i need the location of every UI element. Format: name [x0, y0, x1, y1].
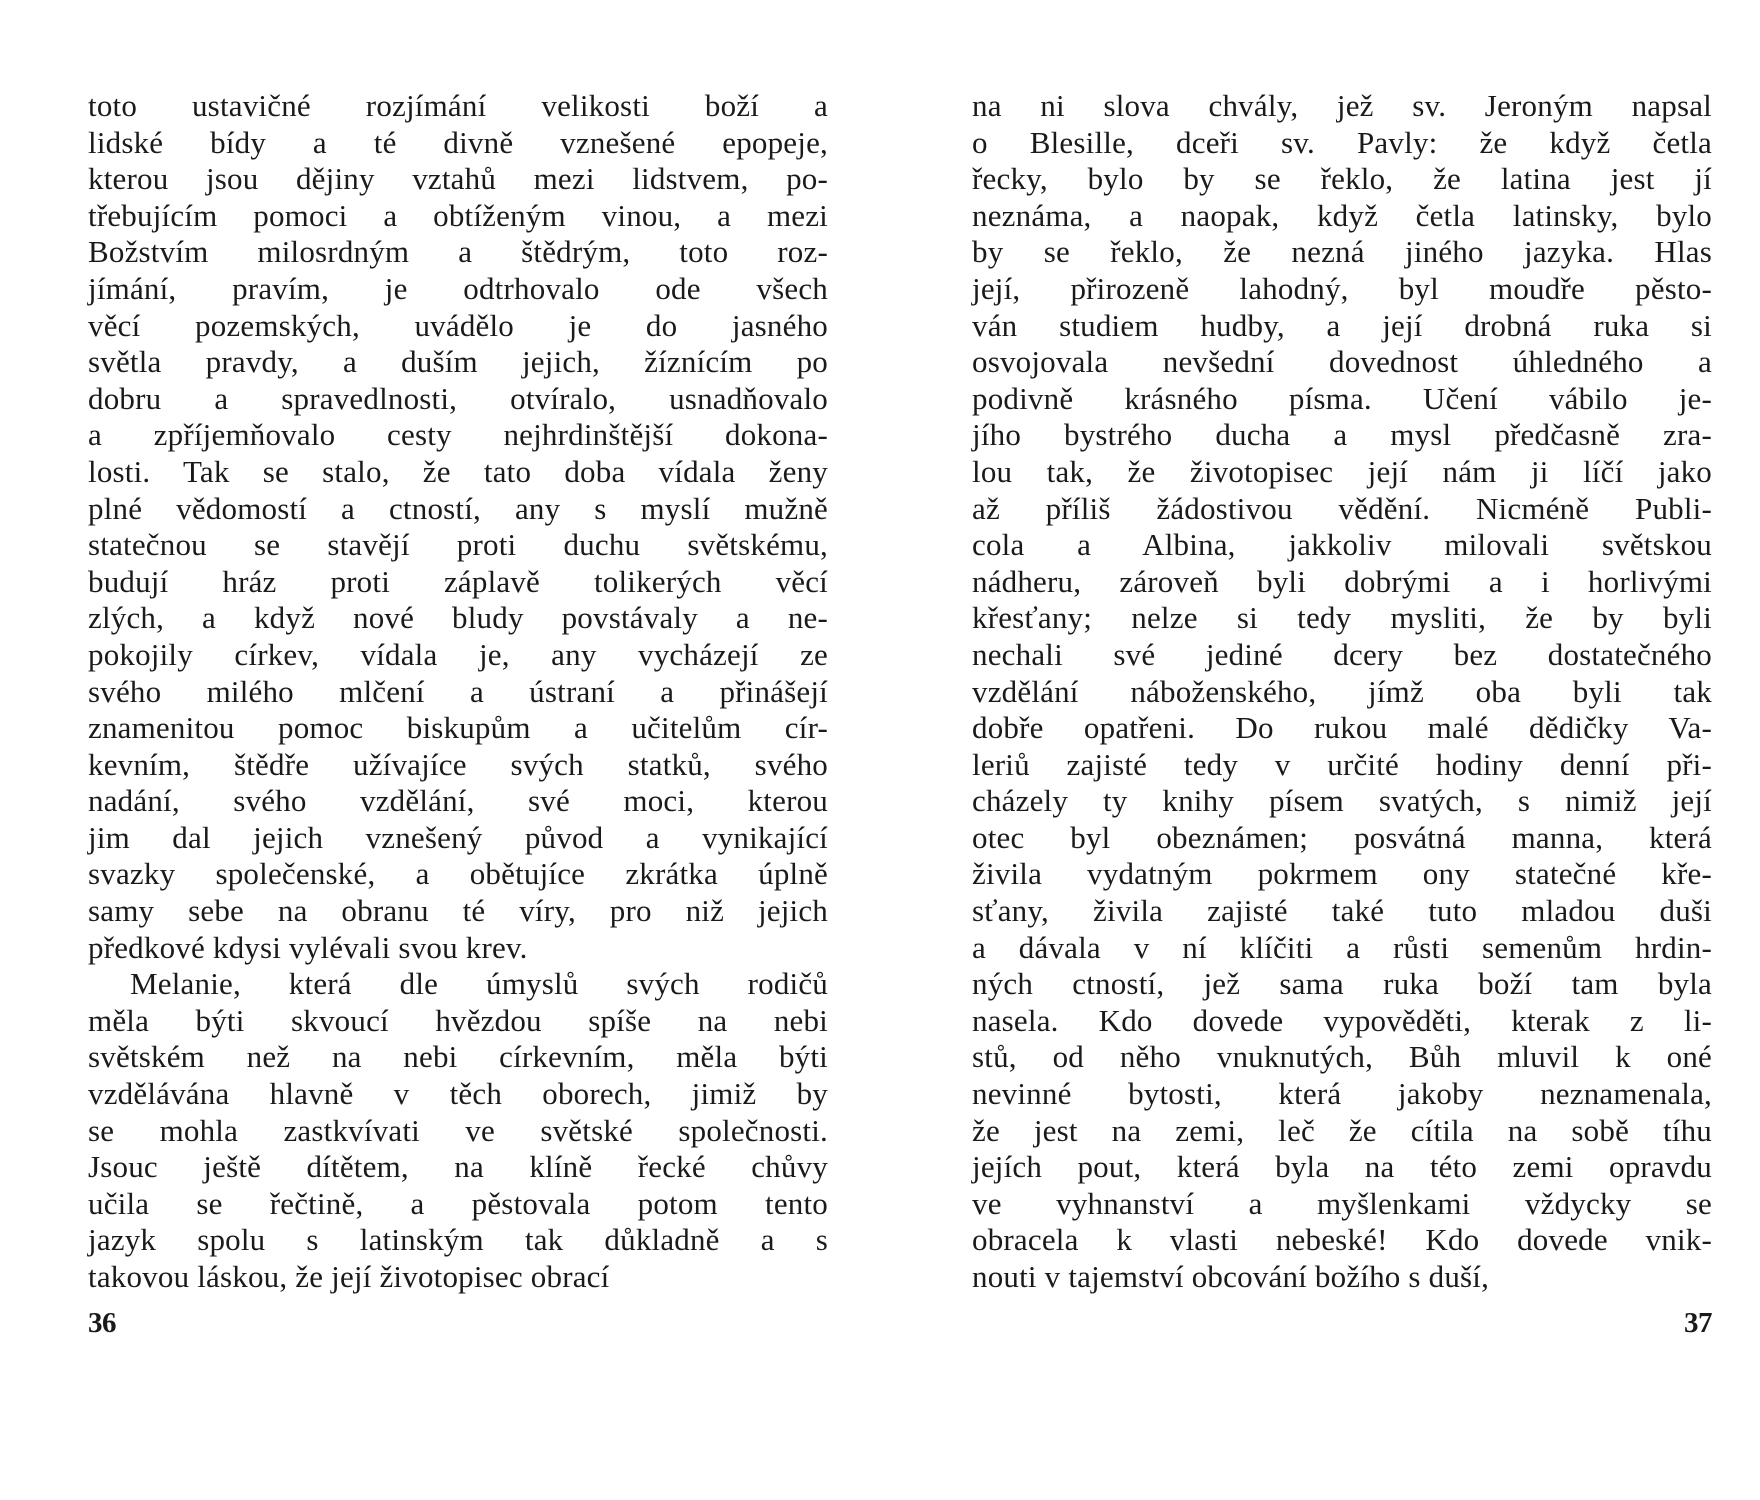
text-line: zlých, a když nové bludy povstávaly a ne-: [88, 600, 828, 636]
text-line: takovou láskou, že její životopisec obrací: [88, 1259, 610, 1294]
text-line: učila se řečtině, a pěstovala potom tento: [88, 1185, 828, 1221]
text-line: nechali své jediné dcery bez dostatečného: [972, 636, 1712, 672]
text-line: měla býti skvoucí hvězdou spíše na nebi: [88, 1002, 828, 1038]
text-line: nouti v tajemství obcování božího s duší,: [972, 1259, 1490, 1294]
text-line: živila vydatným pokrmem ony statečné kře-: [972, 856, 1712, 892]
text-line: podivně krásného písma. Učení vábilo je-: [972, 380, 1712, 416]
left-page: [88, 88, 828, 1339]
text-line: by se řeklo, že nezná jiného jazyka. Hlas: [972, 234, 1712, 270]
text-line: ve vyhnanství a myšlenkami vždycky se: [972, 1185, 1712, 1221]
text-line: ván studiem hudby, a její drobná ruka si: [972, 307, 1712, 343]
text-line: se mohla zastkvívati ve světské společnosti.: [88, 1112, 828, 1148]
text-line: sťany, živila zajisté také tuto mladou duši: [972, 893, 1712, 929]
text-line: a dávala v ní klíčiti a růsti semenům hrdin-: [972, 929, 1712, 965]
text-line: kterou jsou dějiny vztahů mezi lidstvem, po-: [88, 161, 828, 197]
text-line: nadání, svého vzdělání, své moci, kterou: [88, 783, 828, 819]
right-page-number: 37: [1684, 1307, 1712, 1339]
text-line: dobru a spravedlnosti, otvíralo, usnadňovalo: [88, 380, 828, 416]
text-line: statečnou se stavějí proti duchu světskému,: [88, 527, 828, 563]
text-line: lidské bídy a té divně vznešené epopeje,: [88, 124, 828, 160]
text-line: nevinné bytosti, která jakoby neznamenala,: [972, 1076, 1712, 1112]
text-line: nasela. Kdo dovede vypověděti, kterak z li-: [972, 1002, 1712, 1038]
text-line: o Blesille, dceři sv. Pavly: že když četla: [972, 124, 1712, 160]
text-line: na ni slova chvály, jež sv. Jeroným napsal: [972, 88, 1712, 123]
text-line: jího bystrého ducha a mysl předčasně zra-: [972, 417, 1712, 453]
right-page-text: [972, 88, 1712, 1296]
text-line: obracela k vlasti nebeské! Kdo dovede vnik-: [972, 1222, 1712, 1258]
text-line: otec byl obeznámen; posvátná manna, která: [972, 819, 1712, 855]
text-line: jejích pout, která byla na této zemi opravdu: [972, 1149, 1712, 1185]
text-line: její, přirozeně lahodný, byl moudře pěsto-: [972, 270, 1712, 306]
text-line: znamenitou pomoc biskupům a učitelům cír-: [88, 710, 828, 746]
text-line: že jest na zemi, leč že cítila na sobě tíhu: [972, 1112, 1712, 1148]
text-line: jímání, pravím, je odtrhovalo ode všech: [88, 270, 828, 306]
text-line: toto ustavičné rozjímání velikosti boží a: [88, 88, 828, 123]
text-line: cola a Albina, jakkoliv milovali světskou: [972, 527, 1712, 563]
text-line: jazyk spolu s latinským tak důkladně a s: [88, 1222, 828, 1258]
text-line: Melanie, která dle úmyslů svých rodičů: [130, 966, 828, 1002]
text-line: Božstvím milosrdným a štědrým, toto roz-: [88, 234, 828, 270]
text-line: vzdělání náboženského, jímž oba byli tak: [972, 673, 1712, 709]
text-line: věcí pozemských, uvádělo je do jasného: [88, 307, 828, 343]
left-page-text: [88, 88, 828, 1296]
text-line: kevním, štědře užívajíce svých statků, svého: [88, 746, 828, 782]
right-page: [972, 88, 1712, 1339]
left-page-number: 36: [88, 1307, 116, 1339]
text-line: křesťany; nelze si tedy mysliti, že by byli: [972, 600, 1712, 636]
text-line: plné vědomostí a ctností, any s myslí mužně: [88, 490, 828, 526]
text-line: neznáma, a naopak, když četla latinsky, bylo: [972, 197, 1712, 233]
text-line: třebujícím pomoci a obtíženým vinou, a mezi: [88, 197, 828, 233]
text-line: osvojovala nevšední dovednost úhledného a: [972, 344, 1712, 380]
text-line: a zpříjemňovalo cesty nejhrdinštější dokona-: [88, 417, 828, 453]
text-line: řecky, bylo by se řeklo, že latina jest jí: [972, 161, 1712, 197]
text-line: losti. Tak se stalo, že tato doba vídala ženy: [88, 453, 828, 489]
text-line: až příliš žádostivou vědění. Nicméně Publi-: [972, 490, 1712, 526]
text-line: jim dal jejich vznešený původ a vynikající: [88, 819, 828, 855]
text-line: ných ctností, jež sama ruka boží tam byla: [972, 966, 1712, 1002]
text-line: budují hráz proti záplavě tolikerých věcí: [88, 563, 828, 599]
text-line: vzdělávána hlavně v těch oborech, jimiž by: [88, 1076, 828, 1112]
text-line: pokojily církev, vídala je, any vycházejí ze: [88, 636, 828, 672]
text-line: samy sebe na obranu té víry, pro niž jejich: [88, 893, 828, 929]
text-line: světla pravdy, a duším jejich, žíznícím po: [88, 344, 828, 380]
text-line: Jsouc ještě dítětem, na klíně řecké chůvy: [88, 1149, 828, 1185]
text-line: stů, od něho vnuknutých, Bůh mluvil k oné: [972, 1039, 1712, 1075]
text-line: svazky společenské, a obětujíce zkrátka úplně: [88, 856, 828, 892]
text-line: svého milého mlčení a ústraní a přinášejí: [88, 673, 828, 709]
text-line: nádheru, zároveň byli dobrými a i horlivými: [972, 563, 1712, 599]
text-line: dobře opatřeni. Do rukou malé dědičky Va-: [972, 710, 1712, 746]
text-line: předkové kdysi vylévali svou krev.: [88, 929, 528, 965]
text-line: leriů zajisté tedy v určité hodiny denní při-: [972, 746, 1712, 782]
text-line: lou tak, že životopisec její nám ji líčí jako: [972, 453, 1712, 489]
text-line: světském než na nebi církevním, měla býti: [88, 1039, 828, 1075]
text-line: cházely ty knihy písem svatých, s nimiž její: [972, 783, 1712, 819]
